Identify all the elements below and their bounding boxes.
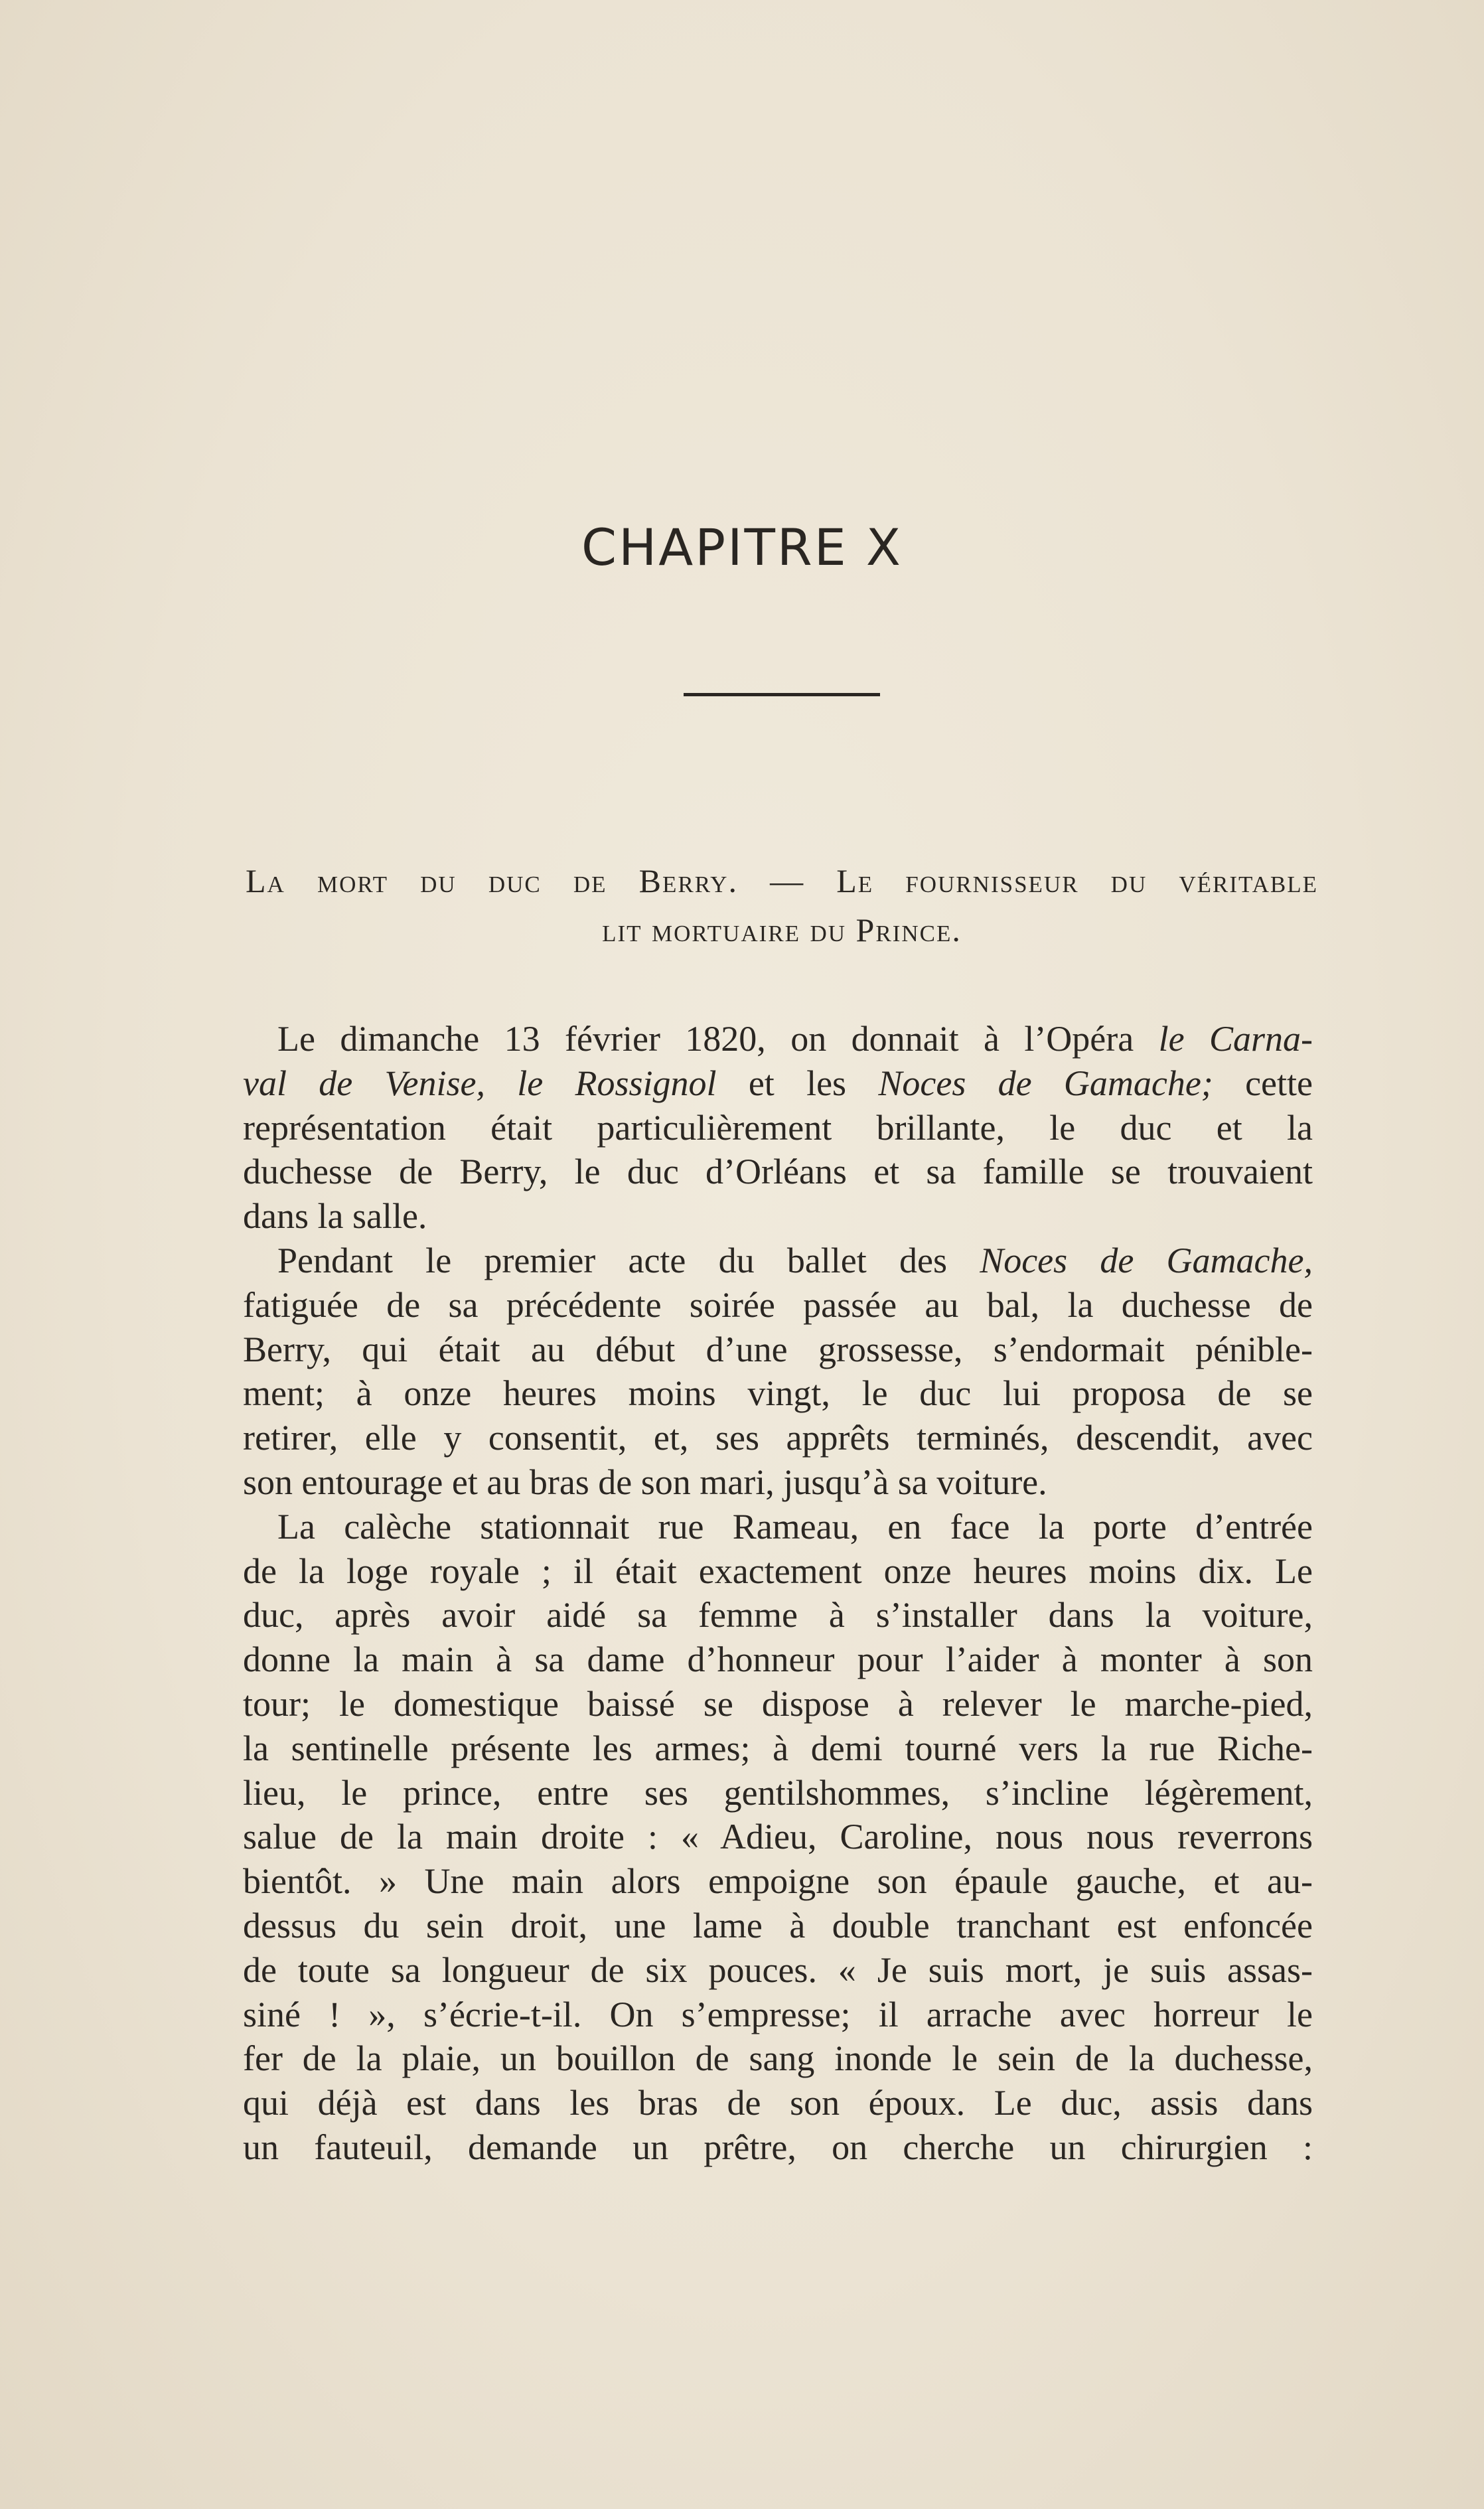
subtitle-line-1: La mort du duc de Berry. — Le fournisseur du véritable xyxy=(246,862,1318,899)
text-line: un fauteuil, demande un prêtre, on cherche un chirurgien : xyxy=(243,2127,1313,2167)
text-line: duchesse de Berry, le duc d’Orléans et sa famille se trouvaient xyxy=(243,1152,1313,1192)
chapter-title: CHAPITRE X xyxy=(581,518,903,577)
chapter-subtitle xyxy=(246,856,1318,954)
text-line: tour; le domestique baissé se dispose à relever le marche-pied, xyxy=(243,1683,1313,1724)
text-line: de toute sa longueur de six pouces. « Je suis mort, je suis assas- xyxy=(243,1949,1313,1990)
text-line: dans la salle. xyxy=(243,1196,427,1237)
body-text xyxy=(243,1017,1313,2170)
text-line: la sentinelle présente les armes; à demi tourné vers la rue Riche- xyxy=(243,1728,1313,1768)
text-line: de la loge royale ; il était exactement onze heures moins dix. Le xyxy=(243,1551,1313,1591)
text-line: son entourage et au bras de son mari, jusqu’à sa voiture. xyxy=(243,1462,1047,1502)
text-line: fer de la plaie, un bouillon de sang inonde le sein de la duchesse, xyxy=(243,2038,1313,2079)
text-line: lieu, le prince, entre ses gentilshommes, s’incline légèrement, xyxy=(243,1772,1313,1813)
text-line: salue de la main droite : « Adieu, Caroline, nous nous reverrons xyxy=(243,1817,1313,1857)
text-line: La calèche stationnait rue Rameau, en face la porte d’entrée xyxy=(277,1506,1313,1547)
text-line: bientôt. » Une main alors empoigne son épaule gauche, et au- xyxy=(243,1861,1313,1902)
text-line: donne la main à sa dame d’honneur pour l’aider à monter à son xyxy=(243,1639,1313,1680)
text-line: dessus du sein droit, une lame à double tranchant est enfoncée xyxy=(243,1905,1313,1945)
text-line: qui déjà est dans les bras de son époux. Le duc, assis dans xyxy=(243,2083,1313,2123)
title-rule xyxy=(684,693,880,696)
text-line: Le dimanche 13 février 1820, on donnait à l’Opéra le Carna- xyxy=(277,1019,1313,1059)
subtitle-line-2: lit mortuaire du Prince. xyxy=(602,911,962,949)
text-line: ment; à onze heures moins vingt, le duc lui proposa de se xyxy=(243,1373,1313,1414)
text-line: Berry, qui était au début d’une grossesse, s’endormait pénible- xyxy=(243,1329,1313,1369)
text-line: siné ! », s’écrie-t-il. On s’empresse; il arrache avec horreur le xyxy=(243,1994,1313,2034)
text-line: représentation était particulièrement brillante, le duc et la xyxy=(243,1107,1313,1148)
text-line: fatiguée de sa précédente soirée passée au bal, la duchesse de xyxy=(243,1284,1313,1325)
text-line: duc, après avoir aidé sa femme à s’installer dans la voiture, xyxy=(243,1595,1313,1635)
text-line: val de Venise, le Rossignol et les Noces de Gamache; cette xyxy=(243,1063,1313,1103)
text-line: Pendant le premier acte du ballet des Noces de Gamache, xyxy=(277,1240,1313,1280)
text-line: retirer, elle y consentit, et, ses apprêts terminés, descendit, avec xyxy=(243,1418,1313,1458)
